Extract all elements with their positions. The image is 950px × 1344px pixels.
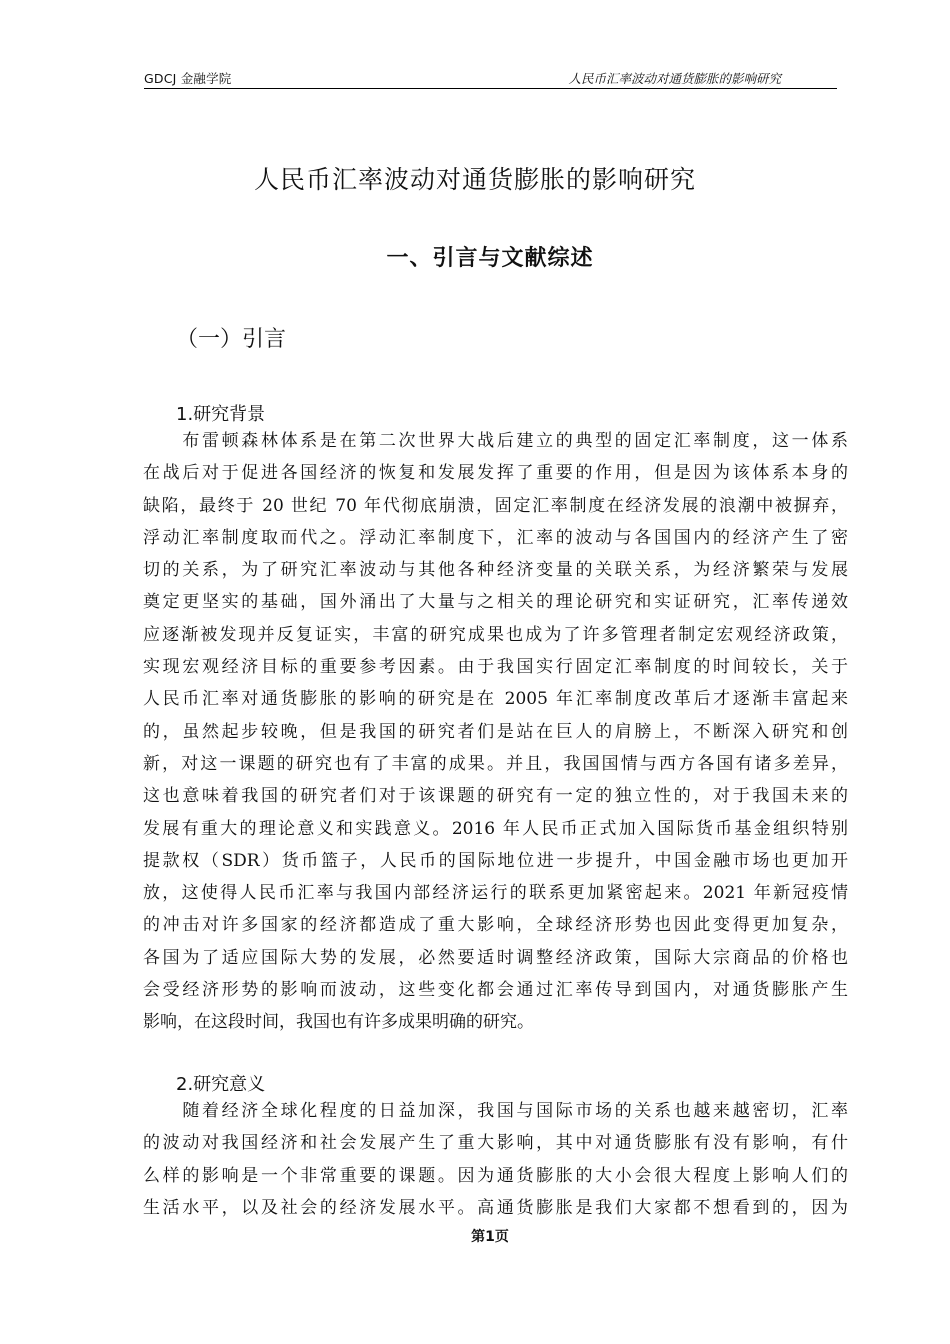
text-line: 在战后对于促进各国经济的恢复和发展发挥了重要的作用，但是因为该体系本身的: [143, 463, 848, 484]
text-line: 的波动对我国经济和社会发展产生了重大影响，其中对通货膨胀有没有影响，有什: [143, 1133, 848, 1154]
part-heading-significance: 2.研究意义: [176, 1074, 266, 1095]
header-running-title: 人民币汇率波动对通货膨胀的影响研究: [568, 71, 781, 86]
page-header: [144, 68, 837, 89]
header-institution: GDCJ 金融学院: [144, 71, 232, 86]
text-line: 实现宏观经济目标的重要参考因素。由于我国实行固定汇率制度的时间较长，关于: [143, 657, 848, 678]
text-line: 生活水平，以及社会的经济发展水平。高通货膨胀是我们大家都不想看到的，因为: [143, 1197, 848, 1218]
text-line: 会受经济形势的影响而波动，这些变化都会通过汇率传导到国内，对通货膨胀产生: [143, 980, 848, 1001]
text-line: 随着经济全球化程度的日益加深，我国与国际市场的关系也越来越密切，汇率: [143, 1101, 848, 1121]
text-line: 影响，在这段时间，我国也有许多成果明确的研究。: [143, 1012, 534, 1033]
text-line: 应逐渐被发现并反复证实，丰富的研究成果也成为了许多管理者制定宏观经济政策，: [143, 624, 848, 645]
document-title: 人民币汇率波动对通货膨胀的影响研究: [253, 165, 696, 194]
subsection-heading: （一）引言: [176, 327, 287, 352]
text-line: 的冲击对许多国家的经济都造成了重大影响，全球经济形势也因此变得更加复杂，: [143, 915, 848, 936]
text-line: 各国为了适应国际大势的发展，必然要适时调整经济政策，国际大宗商品的价格也: [143, 947, 848, 968]
part-heading-background: 1.研究背景: [176, 404, 266, 425]
text-line: 浮动汇率制度取而代之。浮动汇率制度下，汇率的波动与各国国内的经济产生了密: [143, 527, 848, 548]
text-line: 发展有重大的理论意义和实践意义。2016 年人民币正式加入国际货币基金组织特别: [143, 818, 848, 839]
page-number: 第1页: [471, 1229, 509, 1245]
text-line: 奠定更坚实的基础，国外涌出了大量与之相关的理论研究和实证研究，汇率传递效: [143, 592, 848, 613]
paragraph-significance: [143, 1095, 848, 1224]
text-line: 的，虽然起步较晚，但是我国的研究者们是站在巨人的肩膀上，不断深入研究和创: [143, 721, 848, 742]
text-line: 切的关系，为了研究汇率波动与其他各种经济变量的关联关系，为经济繁荣与发展: [143, 560, 848, 581]
text-line: 提款权（SDR）货币篮子，人民币的国际地位进一步提升，中国金融市场也更加开: [143, 850, 848, 871]
text-line: 缺陷，最终于 20 世纪 70 年代彻底崩溃，固定汇率制度在经济发展的浪潮中被摒弃，: [143, 495, 848, 516]
section-heading: 一、引言与文献综述: [386, 246, 594, 271]
text-line: 新，对这一课题的研究也有了丰富的成果。并且，我国国情与西方各国有诸多差异，: [143, 753, 848, 774]
text-line: 人民币汇率对通货膨胀的影响的研究是在 2005 年汇率制度改革后才逐渐丰富起来: [143, 689, 848, 710]
text-line: 么样的影响是一个非常重要的课题。因为通货膨胀的大小会很大程度上影响人们的: [143, 1165, 848, 1186]
paragraph-background: [143, 425, 848, 1039]
text-line: 放，这使得人民币汇率与我国内部经济运行的联系更加紧密起来。2021 年新冠疫情: [143, 883, 848, 904]
text-line: 布雷顿森林体系是在第二次世界大战后建立的典型的固定汇率制度，这一体系: [143, 431, 848, 451]
text-line: 这也意味着我国的研究者们对于该课题的研究有一定的独立性的，对于我国未来的: [143, 786, 848, 807]
